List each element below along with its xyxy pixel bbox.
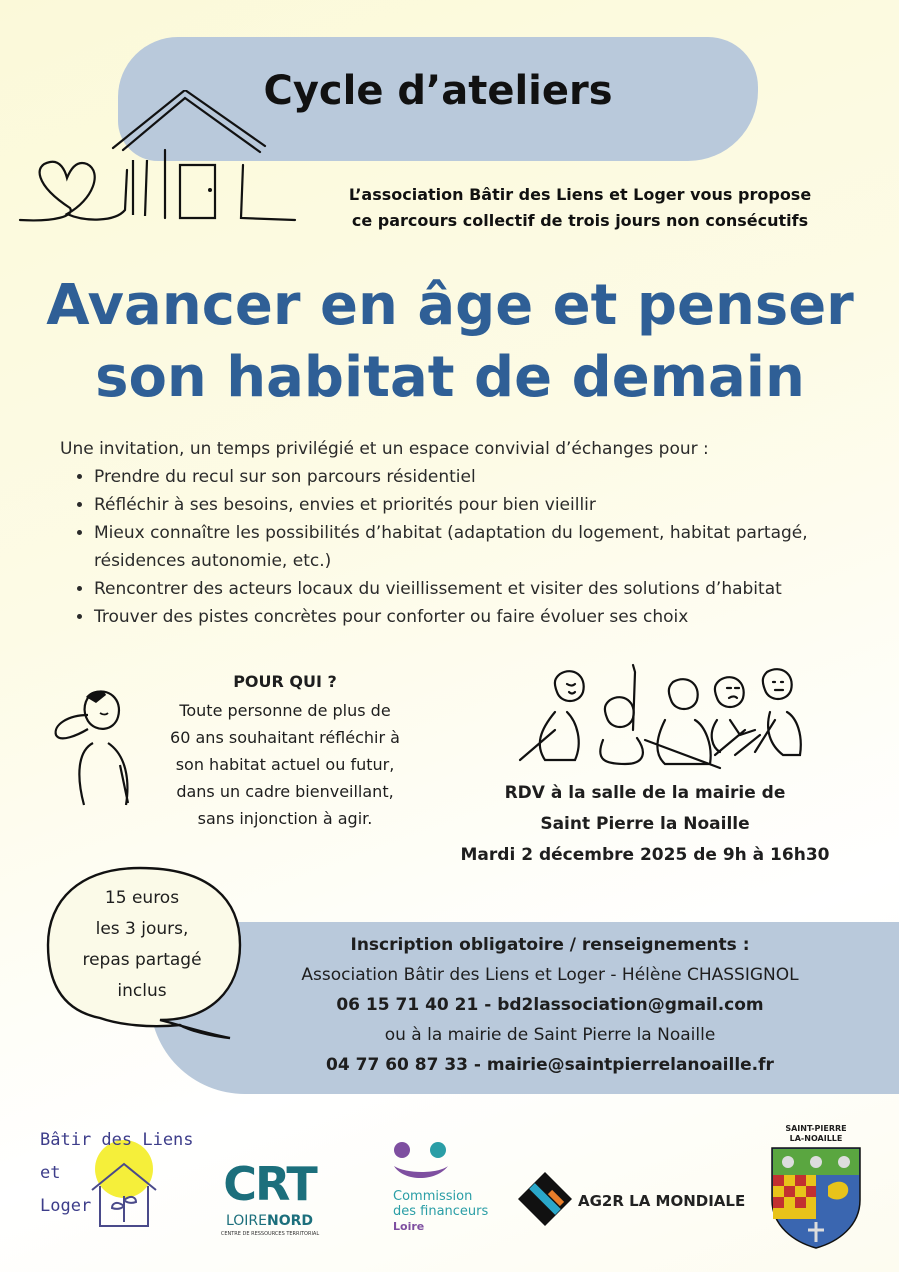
crt-logo-sub [212, 1213, 327, 1229]
inscription-contact-1[interactable]: 06 15 71 40 21 - bd2lassociation@gmail.com [336, 995, 764, 1015]
price-line: inclus [117, 981, 167, 1001]
crest-text [768, 1124, 864, 1144]
intro-line-1: L’association Bâtir des Liens et Loger vous propose [348, 185, 812, 204]
main-heading-line-2: son habitat de demain [95, 345, 805, 410]
batir-logo-text [40, 1124, 194, 1223]
inscription-association: Association Bâtir des Liens et Loger - Hélène CHASSIGNOL [301, 965, 799, 985]
invitation-text: Une invitation, un temps privilégié et un espace convivial d’échanges pour : [60, 439, 709, 459]
commission-smile-icon [390, 1138, 460, 1188]
inscription-mairie: ou à la mairie de Saint Pierre la Noaille [384, 1025, 716, 1045]
inscription-info [260, 930, 840, 1080]
price-line: 15 euros [104, 888, 180, 908]
commission-line-3: Loire [393, 1220, 425, 1233]
intro-line-2: ce parcours collectif de trois jours non consécutifs [351, 211, 809, 230]
list-item: • Mieux connaître les possibilités d’habitat (adaptation du logement, habitat partagé, résidences autonomie, etc.) [94, 519, 894, 575]
price-line: repas partagé [82, 950, 202, 970]
crt-sub-2: NORD [267, 1213, 314, 1229]
who-description [150, 697, 420, 832]
who-line: 60 ans souhaitant réfléchir à [170, 728, 400, 747]
thinking-person-drawing [48, 685, 153, 810]
crt-sub-1: LOIRE [225, 1213, 267, 1229]
crest-line-2: LA-NOAILLE [789, 1134, 843, 1143]
crt-logo-tag: CENTRE DE RESSOURCES TERRITORIAL [220, 1231, 320, 1237]
main-heading [20, 270, 880, 414]
main-heading-line-1: Avancer en âge et penser [46, 273, 854, 338]
batir-line-2: et [40, 1163, 61, 1183]
price-line: les 3 jours, [95, 919, 189, 939]
who-line: sans injonction à agir. [197, 809, 373, 828]
intro-text [300, 182, 860, 234]
who-line: Toute personne de plus de [179, 701, 391, 720]
page-title: Cycle d’ateliers [263, 68, 613, 114]
price-text [62, 883, 222, 1007]
rdv-info [440, 778, 850, 871]
ag2r-logo-text: AG2R LA MONDIALE [578, 1192, 746, 1210]
crest-shield-icon [768, 1146, 864, 1250]
crest-line-1: SAINT-PIERRE [785, 1124, 847, 1133]
ag2r-diamond-icon [516, 1170, 574, 1228]
batir-line-1: Bâtir des Liens [40, 1130, 194, 1150]
rdv-line-2: Saint Pierre la Noaille [540, 814, 750, 834]
list-item: • Réfléchir à ses besoins, envies et priorités pour bien vieillir [94, 491, 894, 519]
commission-line-1: Commission [393, 1189, 473, 1204]
inscription-contact-2[interactable]: 04 77 60 87 33 - mairie@saintpierrelanoaille.fr [326, 1055, 774, 1075]
who-title: POUR QUI ? [233, 672, 337, 691]
list-item: • Trouver des pistes concrètes pour conforter ou faire évoluer ses choix [94, 603, 894, 631]
list-item: • Rencontrer des acteurs locaux du vieillissement et visiter des solutions d’habitat [94, 575, 894, 603]
rdv-line-3: Mardi 2 décembre 2025 de 9h à 16h30 [460, 845, 830, 865]
inscription-title: Inscription obligatoire / renseignements : [350, 935, 750, 955]
commission-line-2: des financeurs [393, 1204, 489, 1219]
who-line: son habitat actuel ou futur, [175, 755, 395, 774]
batir-line-3: Loger [40, 1196, 92, 1216]
crt-logo-main: CRT [223, 1157, 316, 1211]
who-line: dans un cadre bienveillant, [176, 782, 394, 801]
commission-logo-text [393, 1189, 488, 1234]
rdv-line-1: RDV à la salle de la mairie de [504, 783, 786, 803]
group-people-drawing [515, 660, 815, 770]
list-item: • Prendre du recul sur son parcours résidentiel [94, 463, 894, 491]
objectives-list [68, 463, 894, 631]
